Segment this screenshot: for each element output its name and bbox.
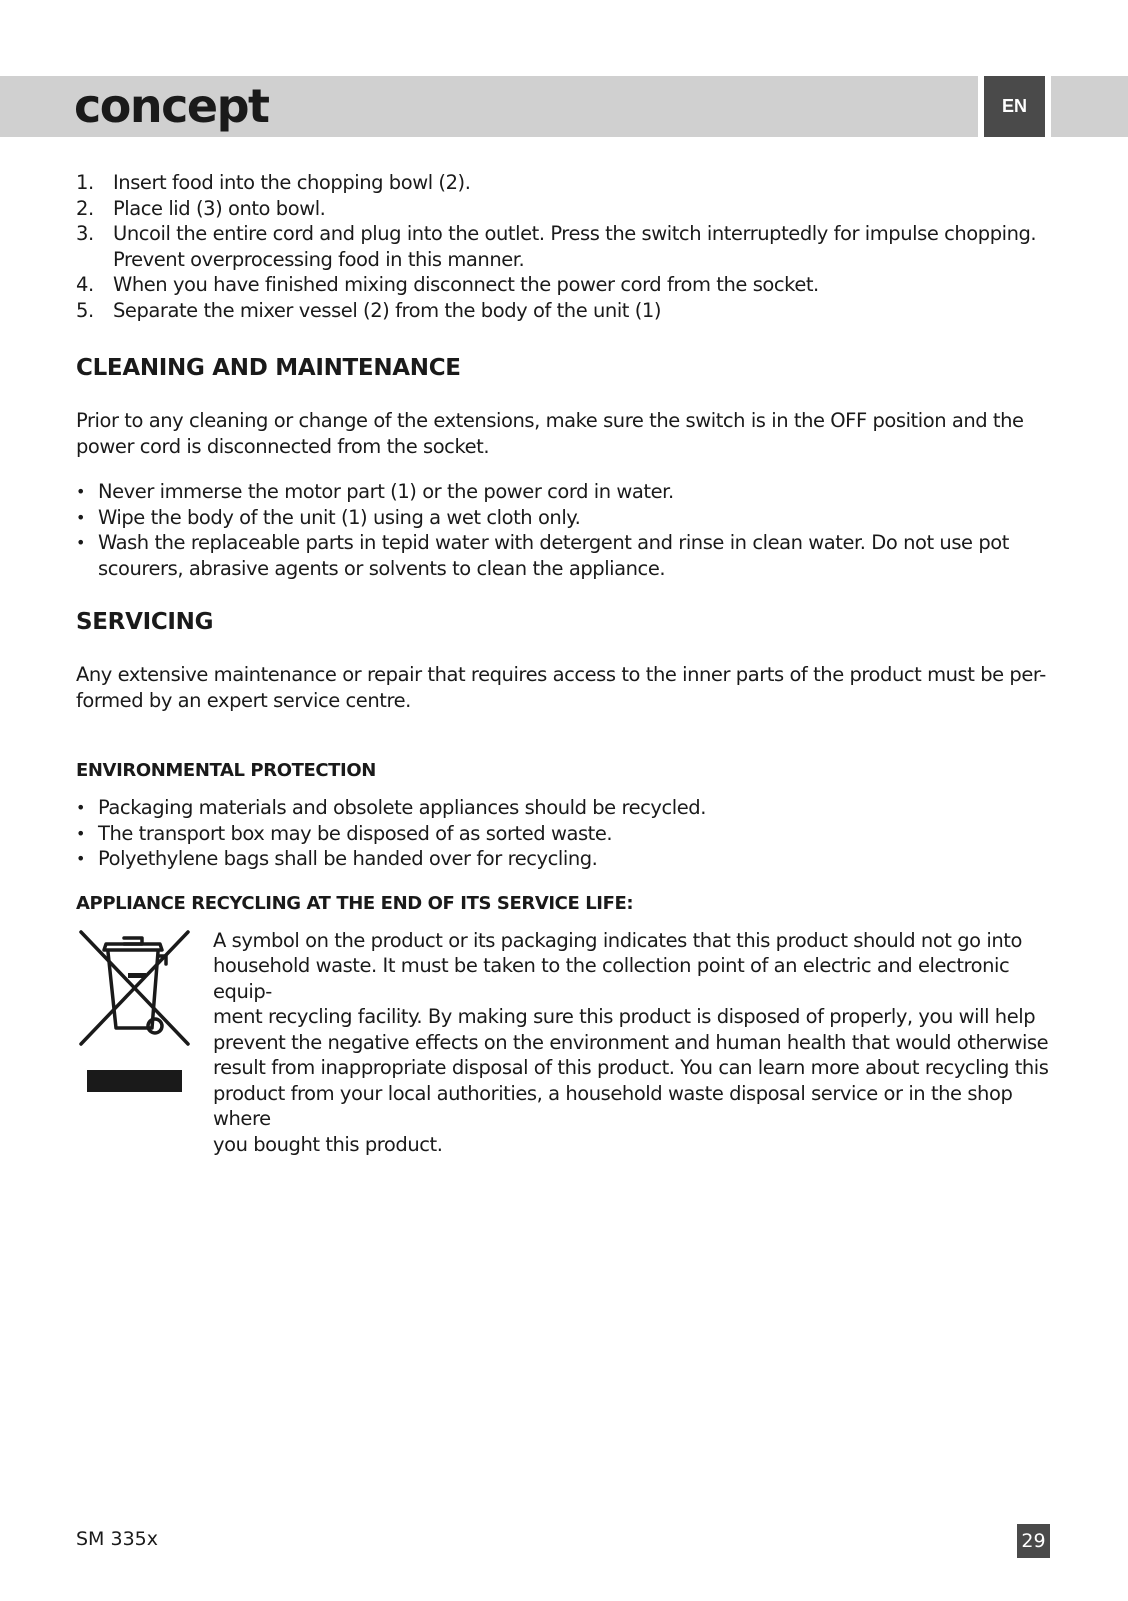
servicing-heading: SERVICING (76, 609, 214, 635)
list-item: • Wash the replaceable parts in tepid water with detergent and rinse in clean water. Do not use pot scourers, abrasive agents or solvents to clean the appliance. (76, 531, 1009, 580)
list-item: 5. Separate the mixer vessel (2) from the body of the unit (1) (76, 298, 662, 322)
list-item: • Never immerse the motor part (1) or the power cord in water. (76, 480, 674, 503)
recycling-section (76, 928, 1056, 1158)
recycling-text: A symbol on the product or its packaging indicates that this product should not go into household waste. It must be taken to the collection point of an electric and electronic equip- ment recycling facility. By making sure this product is disposed of properly, you will help prevent the negative effects on the environment and human health that would otherwise result from inappropriate disposal of this product. You can learn more about recycling this product from your local authorities, a household waste disposal service or in the shop where you bought this product. (213, 928, 1049, 1156)
header-divider (1045, 76, 1051, 137)
list-item: 4. When you have finished mixing disconnect the power cord from the socket. (76, 273, 819, 296)
cleaning-intro: Prior to any cleaning or change of the extensions, make sure the switch is in the OFF position and the power cord is disconnected from the socket. (76, 409, 1024, 458)
cleaning-heading: CLEANING AND MAINTENANCE (76, 355, 461, 381)
list-item: • Wipe the body of the unit (1) using a wet cloth only. (76, 505, 581, 529)
list-item: 1. Insert food into the chopping bowl (2). (76, 171, 471, 194)
environment-heading: ENVIRONMENTAL PROTECTION (76, 760, 376, 781)
recycling-heading: APPLIANCE RECYCLING AT THE END OF ITS SERVICE LIFE: (76, 892, 634, 914)
page-number: 29 (1017, 1524, 1050, 1558)
list-item: 2. Place lid (3) onto bowl. (76, 196, 326, 220)
cleaning-list (76, 479, 1056, 581)
list-item: • Packaging materials and obsolete appliances should be recycled. (76, 796, 706, 819)
page-content (76, 170, 1056, 1157)
model-number: SM 335x (76, 1528, 159, 1550)
instruction-steps (76, 170, 1056, 323)
crossed-out-wheelie-bin-icon (76, 928, 194, 1098)
brand-logo: concept (74, 79, 269, 133)
list-item: • Polyethylene bags shall be handed over for recycling. (76, 847, 598, 870)
language-badge: EN (984, 76, 1045, 137)
list-item: • The transport box may be disposed of as sorted waste. (76, 821, 613, 845)
servicing-text: Any extensive maintenance or repair that requires access to the inner parts of the product must be per- formed by an expert service centre. (76, 663, 1046, 712)
environment-list (76, 795, 1056, 872)
list-item: 3. Uncoil the entire cord and plug into the outlet. Press the switch interruptedly for impulse chopping. Prevent overprocessing food in this manner. (76, 222, 1037, 271)
